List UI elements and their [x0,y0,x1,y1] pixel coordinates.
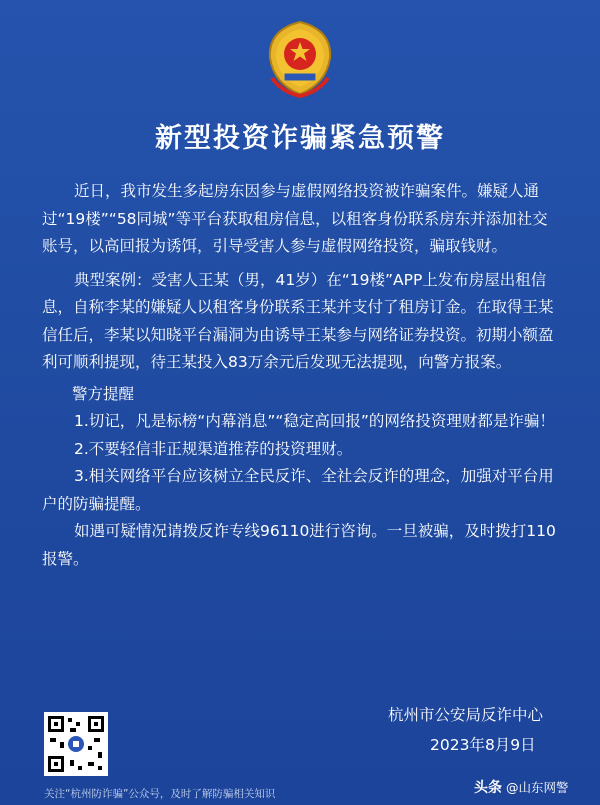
tip-1: 1.切记，凡是标榜“内幕消息”“稳定高回报”的网络投资理财都是诈骗！ [74,412,555,430]
qr-code-icon [44,712,108,776]
footer-note: 关注“杭州防诈骗”公众号，及时了解防骗相关知识 [44,788,276,800]
notice-body [42,178,562,573]
tip-3: 3.相关网络平台应该树立全民反诈、全社会反诈的理念，加强对平台用户的防骗提醒。 [42,467,554,513]
intro-paragraph: 近日，我市发生多起房东因参与虚假网络投资被诈骗案件。嫌疑人通过“19楼”“58同城”等平台获取租房信息，以租客身份联系房东并添加社交账号，以高回报为诱饵，引导受害人参与虚假网络投资，骗取钱财。 [42,182,548,255]
tip-2: 2.不要轻信非正规渠道推荐的投资理财。 [74,439,353,458]
tips-heading: 警方提醒 [72,384,135,403]
page-title: 新型投资诈骗紧急预警 [155,123,445,154]
signature-org: 杭州市公安局反诈中心 [388,706,544,724]
case-paragraph: 典型案例：受害人王某（男，41岁）在“19楼”APP上发布房屋出租信息，自称李某的嫌疑人以租客身份联系王某并支付了租房订金。在取得王某信任后，李某以知晓平台漏洞为由诱导王某参与网络证券投资。初期小额盈利可顺利提现，待王某投入83万余元后发现无法提现，向警方报案。 [42,270,554,371]
watermark [474,776,594,798]
watermark-text: @山东网警 [506,780,569,795]
police-emblem-icon [262,18,338,98]
watermark-logo: 头条 [474,780,502,796]
signature-date: 2023年8月9日 [430,736,536,754]
contact-paragraph: 如遇可疑情况请拨反诈专线96110进行咨询。一旦被骗，及时拨打110报警。 [42,522,556,568]
